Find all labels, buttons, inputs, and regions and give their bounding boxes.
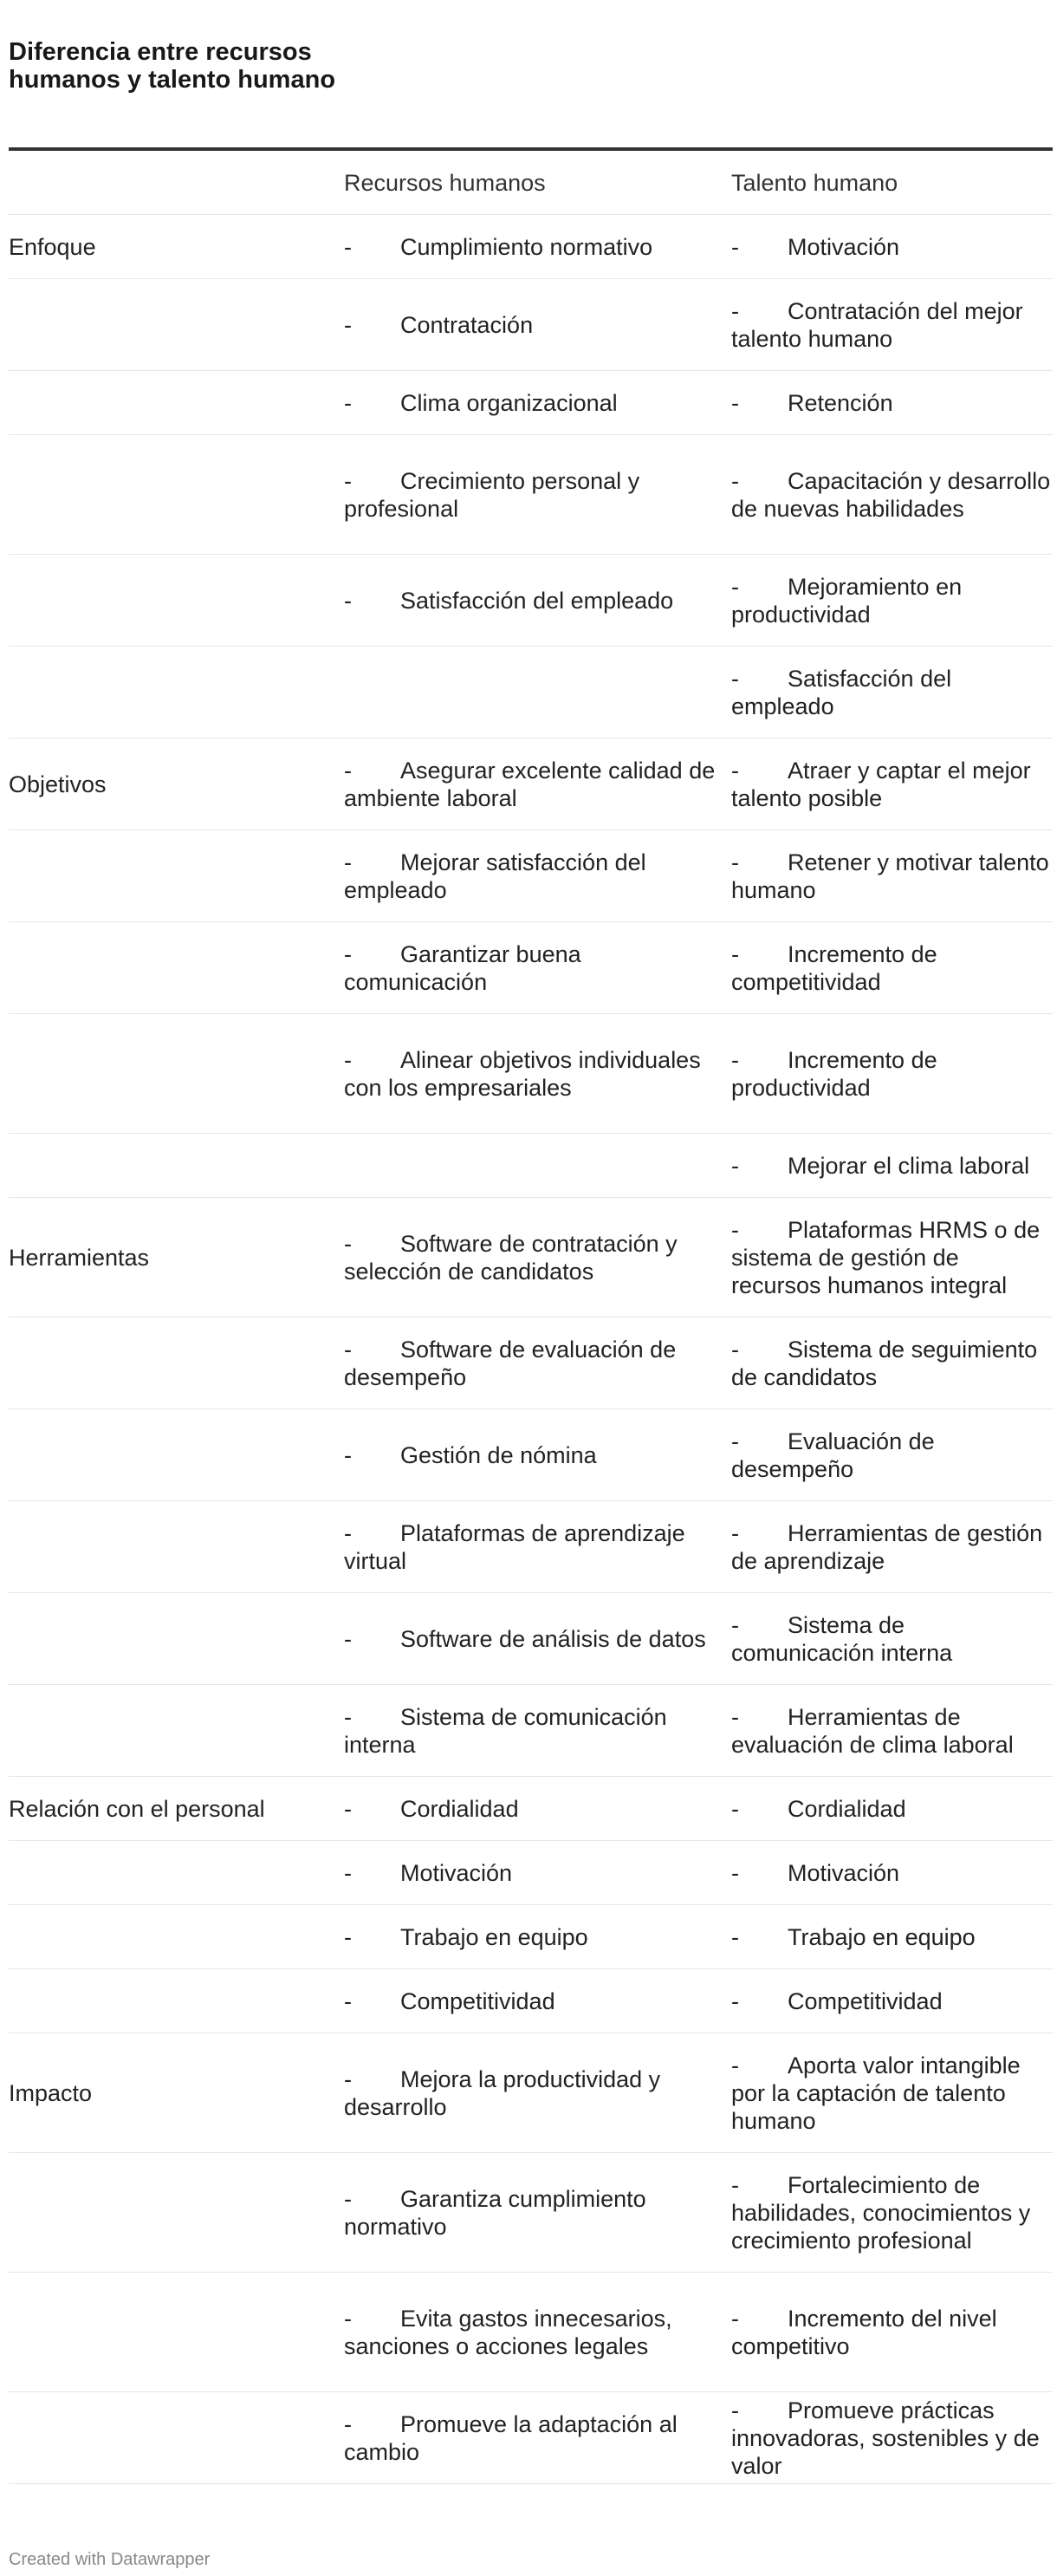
table-row (9, 922, 1053, 1014)
header-cell-recursos-humanos: Recursos humanos (344, 169, 546, 196)
cell-text: Atraer y captar el mejor talento posible (731, 757, 1031, 811)
cell-text: Objetivos (9, 771, 107, 797)
recursos-humanos-cell (344, 2065, 731, 2121)
bullet-dash: - (731, 1519, 739, 1546)
table-row (9, 2153, 1053, 2273)
talento-humano-cell (731, 1923, 1053, 1951)
table-row (9, 2033, 1053, 2153)
bullet-dash: - (731, 1859, 739, 1886)
cell-text: Sistema de seguimiento de candidatos (731, 1336, 1038, 1390)
recursos-humanos-cell (344, 389, 731, 417)
bullet-dash: - (731, 2052, 739, 2078)
cell-text: Motivación (788, 1859, 900, 1886)
talento-humano-cell (731, 849, 1053, 904)
bullet-dash: - (731, 467, 739, 494)
cell-text: Herramientas (9, 1244, 150, 1271)
cell-text: Garantiza cumplimiento normativo (344, 2185, 646, 2240)
category-cell (9, 1244, 344, 1272)
cell-text: Competitividad (400, 1987, 555, 2014)
recursos-humanos-cell (344, 1625, 731, 1653)
cell-text: Trabajo en equipo (400, 1923, 588, 1950)
table-container (9, 0, 1053, 2479)
cell-text: Cumplimiento normativo (400, 233, 653, 260)
cell-text: Satisfacción del empleado (400, 587, 674, 614)
bullet-dash: - (731, 849, 739, 875)
bullet-dash: - (731, 2397, 739, 2423)
table-row (9, 1014, 1053, 1134)
cell-text: Promueve la adaptación al cambio (344, 2410, 678, 2465)
talento-humano-cell (731, 1152, 1053, 1180)
bullet-dash: - (731, 2171, 739, 2198)
cell-text: Cordialidad (788, 1795, 906, 1822)
recursos-humanos-cell (344, 1230, 731, 1285)
cell-text: Software de evaluación de desempeño (344, 1336, 677, 1390)
bullet-dash: - (731, 573, 739, 600)
bullet-dash: - (344, 1519, 352, 1546)
bullet-dash: - (344, 1795, 352, 1822)
bullet-dash: - (344, 2305, 352, 2332)
bullet-dash: - (731, 297, 739, 324)
cell-text: Trabajo en equipo (788, 1923, 976, 1950)
cell-text: Alinear objetivos individuales con los empresariales (344, 1046, 701, 1101)
bullet-dash: - (344, 849, 352, 875)
category-cell (9, 1795, 344, 1823)
header-cell-talento-humano: Talento humano (731, 169, 898, 196)
bullet-dash: - (344, 940, 352, 967)
bullet-dash: - (344, 1046, 352, 1073)
cell-text: Promueve prácticas innovadoras, sostenibles y de valor (731, 2397, 1040, 2479)
talento-humano-cell (731, 573, 1053, 628)
cell-text: Relación con el personal (9, 1795, 265, 1822)
cell-text: Software de contratación y selección de candidatos (344, 1230, 678, 1285)
table-header-row (9, 151, 1053, 215)
table-row (9, 435, 1053, 555)
category-cell (9, 771, 344, 798)
bullet-dash: - (731, 1795, 739, 1822)
recursos-humanos-cell (344, 1795, 731, 1823)
talento-humano-cell (731, 665, 1053, 720)
recursos-humanos-cell (344, 1046, 731, 1102)
table-row (9, 279, 1053, 371)
talento-humano-cell (731, 1428, 1053, 1483)
comparison-table (9, 147, 1053, 2484)
bullet-dash: - (344, 389, 352, 416)
cell-text: Mejoramiento en productividad (731, 573, 963, 628)
table-body (9, 215, 1053, 2484)
recursos-humanos-cell (344, 1519, 731, 1575)
talento-humano-cell (731, 1519, 1053, 1575)
talento-humano-cell (731, 2397, 1053, 2480)
cell-text: Evaluación de desempeño (731, 1428, 935, 1482)
bullet-dash: - (344, 1987, 352, 2014)
table-row (9, 830, 1053, 922)
recursos-humanos-cell (344, 757, 731, 812)
bullet-dash: - (731, 1703, 739, 1730)
bullet-dash: - (731, 1987, 739, 2014)
recursos-humanos-cell (344, 1441, 731, 1469)
cell-text: Enfoque (9, 233, 96, 260)
bullet-dash: - (731, 665, 739, 692)
cell-text: Garantizar buena comunicación (344, 940, 581, 995)
cell-text: Sistema de comunicación interna (344, 1703, 667, 1758)
bullet-dash: - (344, 757, 352, 784)
category-cell (9, 233, 344, 261)
talento-humano-cell (731, 389, 1053, 417)
table-row (9, 555, 1053, 647)
footer-credit: Created with Datawrapper (9, 2550, 211, 2569)
talento-humano-cell (731, 297, 1053, 353)
recursos-humanos-cell (344, 1923, 731, 1951)
talento-humano-cell (731, 2052, 1053, 2135)
talento-humano-cell (731, 1703, 1053, 1759)
talento-humano-cell (731, 1987, 1053, 2015)
bullet-dash: - (344, 1703, 352, 1730)
bullet-dash: - (731, 1216, 739, 1243)
cell-text: Retención (788, 389, 893, 416)
bullet-dash: - (344, 587, 352, 614)
bullet-dash: - (731, 1923, 739, 1950)
cell-text: Contratación (400, 311, 534, 338)
recursos-humanos-cell (344, 1987, 731, 2015)
bullet-dash: - (731, 1611, 739, 1638)
recursos-humanos-cell (344, 2305, 731, 2360)
cell-text: Herramientas de evaluación de clima laboral (731, 1703, 1014, 1758)
bullet-dash: - (344, 1859, 352, 1886)
category-cell (9, 2079, 344, 2107)
bullet-dash: - (344, 2065, 352, 2092)
cell-text: Evita gastos innecesarios, sanciones o acciones legales (344, 2305, 672, 2359)
cell-text: Software de análisis de datos (400, 1625, 706, 1652)
bullet-dash: - (344, 1625, 352, 1652)
talento-humano-cell (731, 467, 1053, 523)
cell-text: Clima organizacional (400, 389, 618, 416)
bullet-dash: - (344, 2410, 352, 2437)
bullet-dash: - (731, 1152, 739, 1179)
table-title: Diferencia entre recursos humanos y talento humano (9, 38, 336, 94)
talento-humano-cell (731, 1336, 1053, 1391)
table-row (9, 2392, 1053, 2484)
table-row (9, 1685, 1053, 1777)
recursos-humanos-cell (344, 2410, 731, 2466)
recursos-humanos-cell (344, 311, 731, 339)
bullet-dash: - (731, 940, 739, 967)
talento-humano-cell (731, 1046, 1053, 1102)
bullet-dash: - (731, 2305, 739, 2332)
table-row (9, 647, 1053, 738)
talento-humano-cell (731, 940, 1053, 996)
bullet-dash: - (731, 757, 739, 784)
cell-text: Asegurar excelente calidad de ambiente laboral (344, 757, 716, 811)
cell-text: Mejorar el clima laboral (788, 1152, 1030, 1179)
cell-text: Gestión de nómina (400, 1441, 597, 1468)
cell-text: Motivación (400, 1859, 513, 1886)
recursos-humanos-cell (344, 849, 731, 904)
table-row (9, 1198, 1053, 1317)
cell-text: Mejorar satisfacción del empleado (344, 849, 646, 903)
cell-text: Herramientas de gestión de aprendizaje (731, 1519, 1043, 1574)
table-row (9, 371, 1053, 435)
cell-text: Capacitación y desarrollo de nuevas habilidades (731, 467, 1051, 522)
table-row (9, 1501, 1053, 1593)
cell-text: Fortalecimiento de habilidades, conocimientos y crecimiento profesional (731, 2171, 1031, 2254)
table-row (9, 1969, 1053, 2033)
cell-text: Impacto (9, 2079, 93, 2106)
cell-text: Sistema de comunicación interna (731, 1611, 953, 1666)
talento-humano-cell (731, 1216, 1053, 1299)
cell-text: Crecimiento personal y profesional (344, 467, 640, 522)
talento-humano-cell (731, 233, 1053, 261)
bullet-dash: - (731, 1336, 739, 1363)
recursos-humanos-cell (344, 1859, 731, 1887)
talento-humano-cell (731, 1611, 1053, 1667)
cell-text: Contratación del mejor talento humano (731, 297, 1023, 352)
table-row (9, 738, 1053, 830)
cell-text: Plataformas de aprendizaje virtual (344, 1519, 685, 1574)
talento-humano-cell (731, 757, 1053, 812)
recursos-humanos-cell (344, 2185, 731, 2241)
talento-humano-cell (731, 1859, 1053, 1887)
bullet-dash: - (731, 1428, 739, 1454)
recursos-humanos-cell (344, 1703, 731, 1759)
bullet-dash: - (344, 233, 352, 260)
cell-text: Incremento del nivel competitivo (731, 2305, 997, 2359)
table-row (9, 1409, 1053, 1501)
cell-text: Competitividad (788, 1987, 943, 2014)
cell-text: Aporta valor intangible por la captación de talento humano (731, 2052, 1021, 2134)
cell-text: Motivación (788, 233, 900, 260)
bullet-dash: - (344, 1441, 352, 1468)
table-row (9, 1317, 1053, 1409)
recursos-humanos-cell (344, 467, 731, 523)
table-row (9, 215, 1053, 279)
talento-humano-cell (731, 2171, 1053, 2254)
cell-text: Satisfacción del empleado (731, 665, 952, 719)
bullet-dash: - (344, 311, 352, 338)
table-row (9, 1593, 1053, 1685)
bullet-dash: - (731, 233, 739, 260)
cell-text: Incremento de competitividad (731, 940, 937, 995)
bullet-dash: - (344, 467, 352, 494)
recursos-humanos-cell (344, 233, 731, 261)
table-row (9, 1905, 1053, 1969)
cell-text: Cordialidad (400, 1795, 519, 1822)
bullet-dash: - (344, 1336, 352, 1363)
cell-text: Mejora la productividad y desarrollo (344, 2065, 661, 2120)
bullet-dash: - (344, 1923, 352, 1950)
cell-text: Plataformas HRMS o de sistema de gestión de recursos humanos integral (731, 1216, 1041, 1298)
table-row (9, 1777, 1053, 1841)
recursos-humanos-cell (344, 1336, 731, 1391)
bullet-dash: - (731, 1046, 739, 1073)
bullet-dash: - (731, 389, 739, 416)
talento-humano-cell (731, 1795, 1053, 1823)
talento-humano-cell (731, 2305, 1053, 2360)
bullet-dash: - (344, 2185, 352, 2212)
table-row (9, 2273, 1053, 2392)
recursos-humanos-cell (344, 587, 731, 615)
cell-text: Incremento de productividad (731, 1046, 937, 1101)
bullet-dash: - (344, 1230, 352, 1257)
table-row (9, 1841, 1053, 1905)
cell-text: Retener y motivar talento humano (731, 849, 1049, 903)
table-row (9, 1134, 1053, 1198)
recursos-humanos-cell (344, 940, 731, 996)
